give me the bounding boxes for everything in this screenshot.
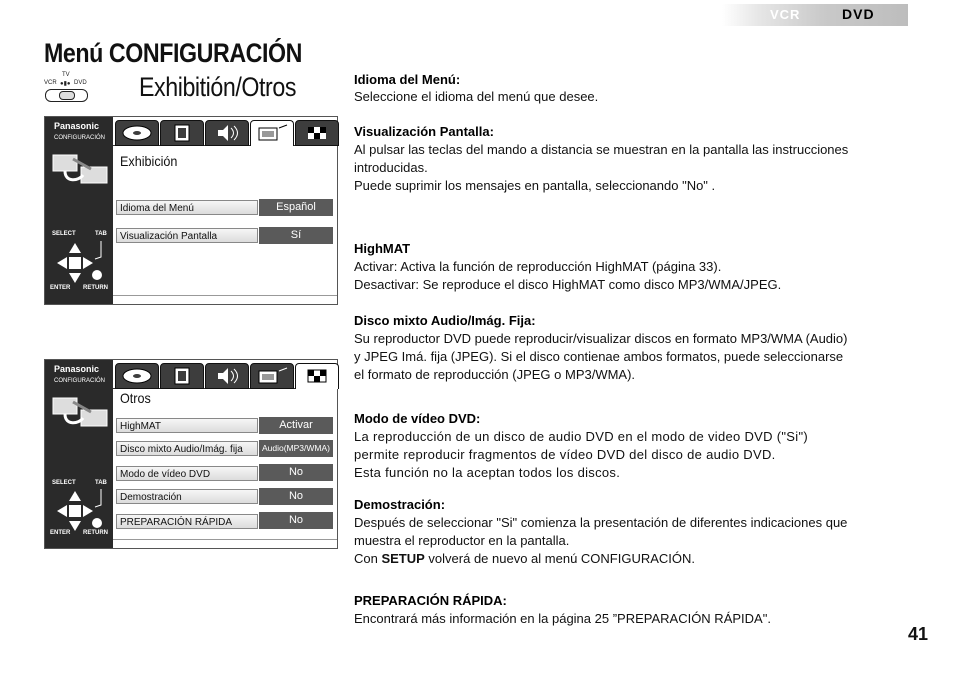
switch-tv-label: TV (62, 72, 70, 78)
tab-display[interactable] (250, 363, 294, 389)
section-text-demo: Después de seleccionar "Si" comienza la presentación de diferentes indicaciones que muestra el reproductor en la pantalla. Con SETUP volverá de nuevo al menú CONFIGURACIÓN. (354, 515, 848, 566)
screen-icon (165, 123, 199, 143)
switch-vcr-label: VCR (44, 80, 57, 86)
menu-row-value[interactable]: No (259, 464, 333, 481)
enter-label: ENTER (50, 285, 71, 291)
osd-panel-otros (44, 359, 338, 549)
osd-panel-exhibicion (44, 116, 338, 305)
section-text-rapida: Encontrará más información en la página 25 ”PREPARACIÓN RÁPIDA". (354, 611, 771, 626)
tab-video[interactable] (160, 363, 204, 389)
tab-audio[interactable] (205, 120, 249, 146)
checkered-icon (300, 366, 334, 386)
enter-label: ENTER (50, 530, 71, 536)
section-heading-modo: Modo de vídeo DVD: (354, 411, 481, 426)
disc-icon (120, 123, 154, 143)
section-heading-rapida: PREPARACIÓN RÁPIDA: (354, 593, 507, 608)
section-heading-demo: Demostración: (354, 497, 446, 512)
tab-label: TAB (95, 480, 107, 486)
osd-tabs (113, 117, 337, 146)
tab-disc[interactable] (115, 363, 159, 389)
tab-others[interactable] (295, 363, 339, 389)
setup-cable-icon (51, 394, 109, 432)
mode-tab-dvd: DVD (842, 6, 875, 22)
section-text-highmat: Activar: Activa la función de reproducción HighMAT (página 33). Desactivar: Se reproduce el disco HighMAT como disco MP3/WMA/JPEG. (354, 259, 782, 292)
checkered-icon (300, 123, 334, 143)
menu-row-value[interactable]: Sí (259, 227, 333, 244)
mode-tab (722, 4, 908, 26)
osd-bottom-strip (113, 539, 337, 548)
osd-sidebar (45, 360, 113, 548)
section-text-disco: Su reproductor DVD puede reproducir/visualizar discos en formato MP3/WMA (Audio) y JPEG Imá. fija (JPEG). Si el disco contienae ambos formatos, puede seleccionarse el formato de reproducción (JPEG o MP3/WMA). (354, 331, 848, 382)
tab-label: TAB (95, 231, 107, 237)
tab-display[interactable] (250, 120, 294, 146)
osd-heading: Exhibición (120, 153, 178, 169)
mode-tab-vcr: VCR (770, 7, 801, 22)
osd-heading: Otros (120, 390, 151, 406)
select-label: SELECT (52, 480, 76, 486)
switch-dvd-label: DVD (74, 80, 87, 86)
osd-sidebar (45, 117, 113, 304)
section-heading-highmat: HighMAT (354, 241, 411, 256)
page-subtitle: Exhibitión/Otros (139, 72, 297, 102)
menu-row-label: Visualización Pantalla (116, 228, 258, 243)
section-heading-visualizacion: Visualización Pantalla: (354, 124, 494, 139)
return-label: RETURN (83, 285, 108, 291)
page-number: 41 (908, 624, 929, 644)
navigation-pad-icon (51, 239, 109, 289)
brand-subtitle: CONFIGURACIÓN (54, 135, 105, 141)
display-icon (255, 366, 289, 386)
setup-cable-icon (51, 151, 109, 189)
menu-row-label: Modo de vídeo DVD (116, 466, 258, 481)
menu-row-label: Idioma del Menú (116, 200, 258, 215)
menu-row-value[interactable]: No (259, 512, 333, 529)
section-text-visualizacion: Al pulsar las teclas del mando a distancia se muestran en la pantalla las instrucciones introducidas. Puede suprimir los mensajes en pantalla, seleccionando "No" . (354, 142, 849, 193)
menu-row-value[interactable]: Español (259, 199, 333, 216)
tab-video[interactable] (160, 120, 204, 146)
select-label: SELECT (52, 231, 76, 237)
brand-logo: Panasonic (54, 121, 100, 131)
speaker-icon (210, 366, 244, 386)
section-text-idioma: Seleccione el idioma del menú que desee. (354, 89, 599, 104)
tab-audio[interactable] (205, 363, 249, 389)
display-icon (255, 123, 289, 143)
brand-logo: Panasonic (54, 364, 100, 374)
mode-switch-icon: TV VCR ●▮● DVD (44, 72, 90, 102)
tab-others[interactable] (295, 120, 339, 146)
speaker-icon (210, 123, 244, 143)
osd-bottom-strip (113, 295, 337, 304)
page-title: Menú CONFIGURACIÓN (44, 38, 302, 68)
menu-row-label: Disco mixto Audio/Imág. fija (116, 441, 258, 456)
menu-row-label: HighMAT (116, 418, 258, 433)
osd-tabs (113, 360, 337, 389)
tab-disc[interactable] (115, 120, 159, 146)
menu-row-value[interactable]: Activar (259, 417, 333, 434)
section-heading-disco: Disco mixto Audio/Imág. Fija: (354, 313, 536, 328)
disc-icon (120, 366, 154, 386)
screen-icon (165, 366, 199, 386)
section-text-modo: La reproducción de un disco de audio DVD en el modo de video DVD ("Si") permite reproducir fragmentos de vídeo DVD del disco de audio DVD. Esta función no la aceptan todos los discos. (354, 429, 808, 480)
menu-row-value[interactable]: Audio(MP3/WMA) (259, 440, 333, 457)
menu-row-label: PREPARACIÓN RÁPIDA (116, 514, 258, 529)
menu-row-value[interactable]: No (259, 488, 333, 505)
return-label: RETURN (83, 530, 108, 536)
section-heading-idioma: Idioma del Menú: (354, 72, 461, 87)
menu-row-label: Demostración (116, 489, 258, 504)
brand-subtitle: CONFIGURACIÓN (54, 378, 105, 384)
